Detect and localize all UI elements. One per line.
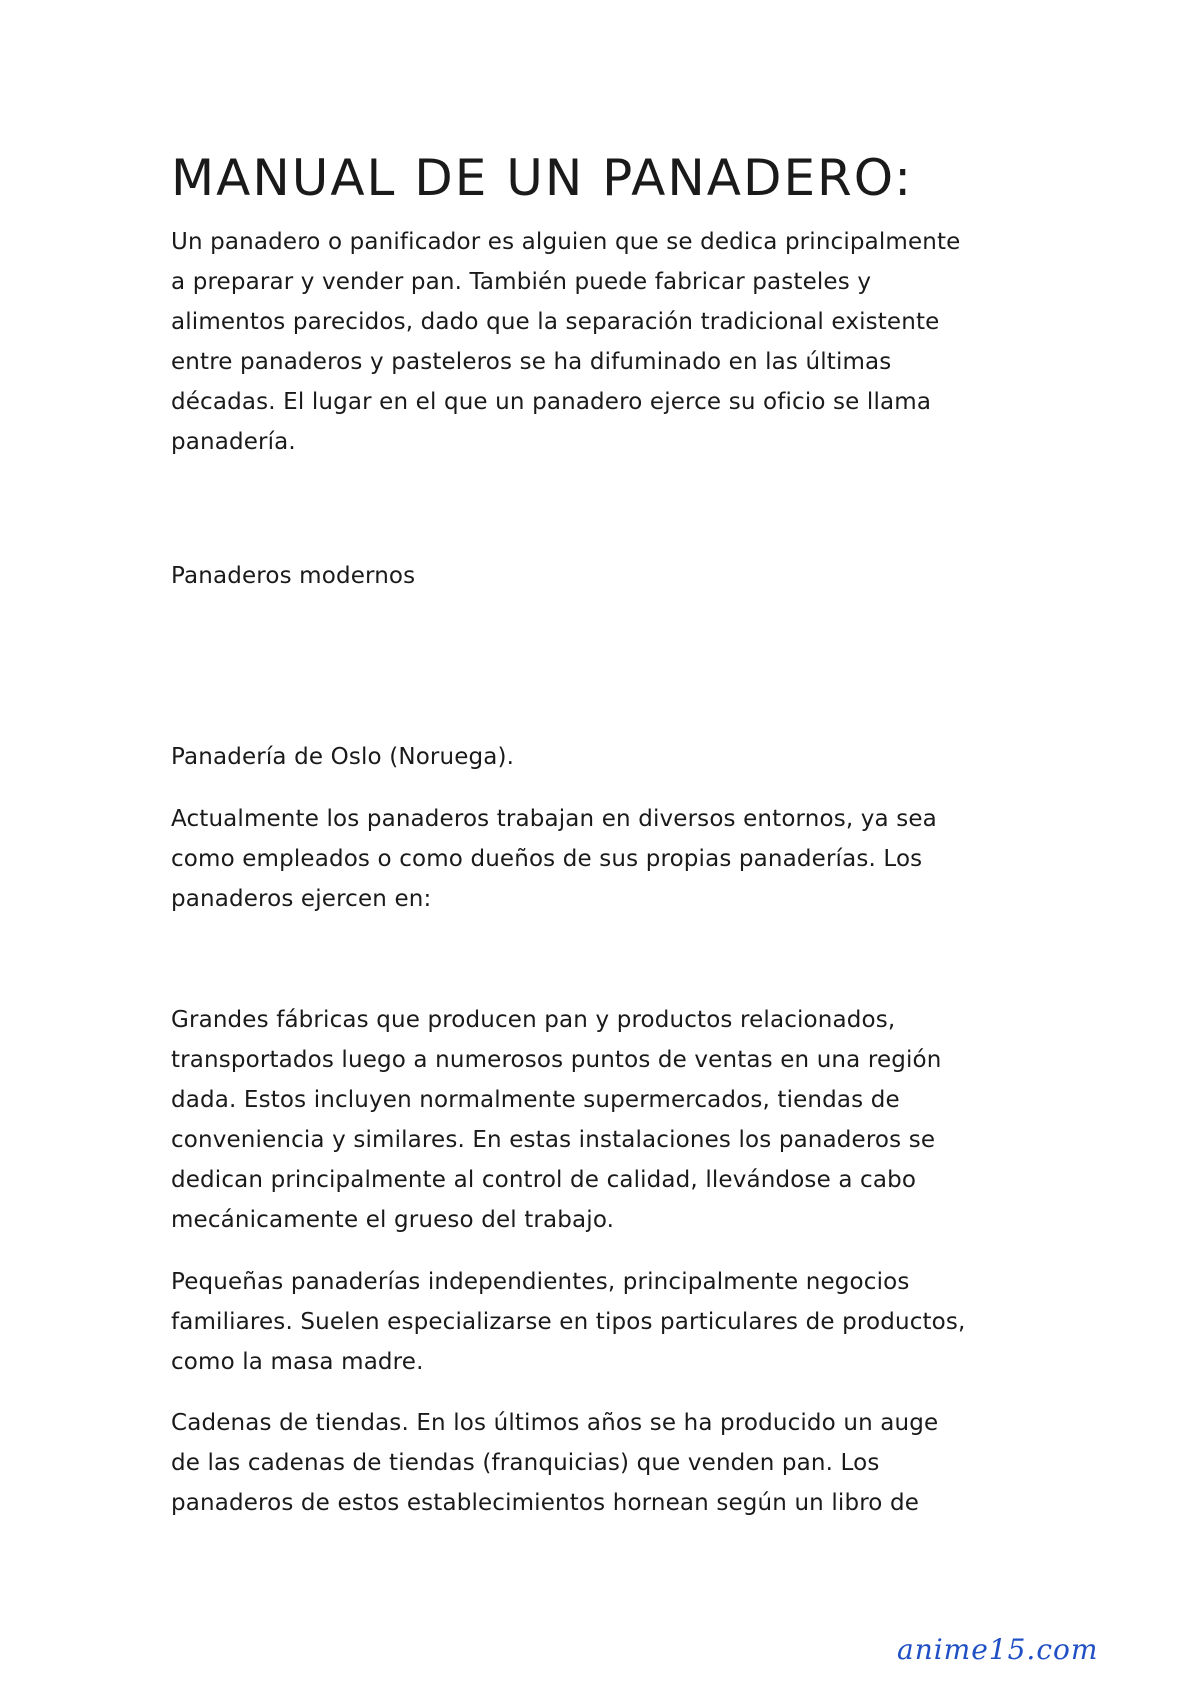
text-line: Cadenas de tiendas. En los últimos años se ha producido un auge [171, 1410, 939, 1436]
text-line: panaderos ejercen en: [171, 886, 432, 912]
page-title: MANUAL DE UN PANADERO: [171, 149, 914, 207]
text-line: como la masa madre. [171, 1349, 424, 1375]
intro-paragraph [171, 222, 1051, 462]
cadenas-tiendas-paragraph [171, 1403, 1051, 1523]
text-line: dedican principalmente al control de calidad, llevándose a cabo [171, 1167, 917, 1193]
text-line: Grandes fábricas que producen pan y productos relacionados, [171, 1007, 896, 1033]
watermark: anime15.com [897, 1633, 1099, 1666]
section-heading-modern [171, 556, 1051, 596]
text-line: Pequeñas panaderías independientes, principalmente negocios [171, 1269, 910, 1295]
grandes-fabricas-paragraph [171, 1000, 1051, 1240]
text-line: transportados luego a numerosos puntos de ventas en una región [171, 1047, 942, 1073]
text-line: conveniencia y similares. En estas instalaciones los panaderos se [171, 1127, 936, 1153]
text-line: a preparar y vender pan. También puede fabricar pasteles y [171, 269, 872, 295]
text-line: Un panadero o panificador es alguien que se dedica principalmente [171, 229, 961, 255]
heading-text: Panaderos modernos [171, 563, 416, 589]
text-line: Actualmente los panaderos trabajan en diversos entornos, ya sea [171, 806, 937, 832]
text-line: como empleados o como dueños de sus propias panaderías. Los [171, 846, 923, 872]
image-caption-oslo [171, 737, 1051, 777]
text-line: alimentos parecidos, dado que la separación tradicional existente [171, 309, 940, 335]
text-line: mecánicamente el grueso del trabajo. [171, 1207, 615, 1233]
text-line: panaderos de estos establecimientos hornean según un libro de [171, 1490, 920, 1516]
pequenas-panaderias-paragraph [171, 1262, 1051, 1382]
text-line: familiares. Suelen especializarse en tipos particulares de productos, [171, 1309, 966, 1335]
text-line: dada. Estos incluyen normalmente supermercados, tiendas de [171, 1087, 900, 1113]
caption-text: Panadería de Oslo (Noruega). [171, 744, 515, 770]
text-line: décadas. El lugar en el que un panadero ejerce su oficio se llama [171, 389, 932, 415]
text-line: entre panaderos y pasteleros se ha difuminado en las últimas [171, 349, 892, 375]
text-line: panadería. [171, 429, 296, 455]
actual-paragraph [171, 799, 1051, 919]
text-line: de las cadenas de tiendas (franquicias) que venden pan. Los [171, 1450, 880, 1476]
